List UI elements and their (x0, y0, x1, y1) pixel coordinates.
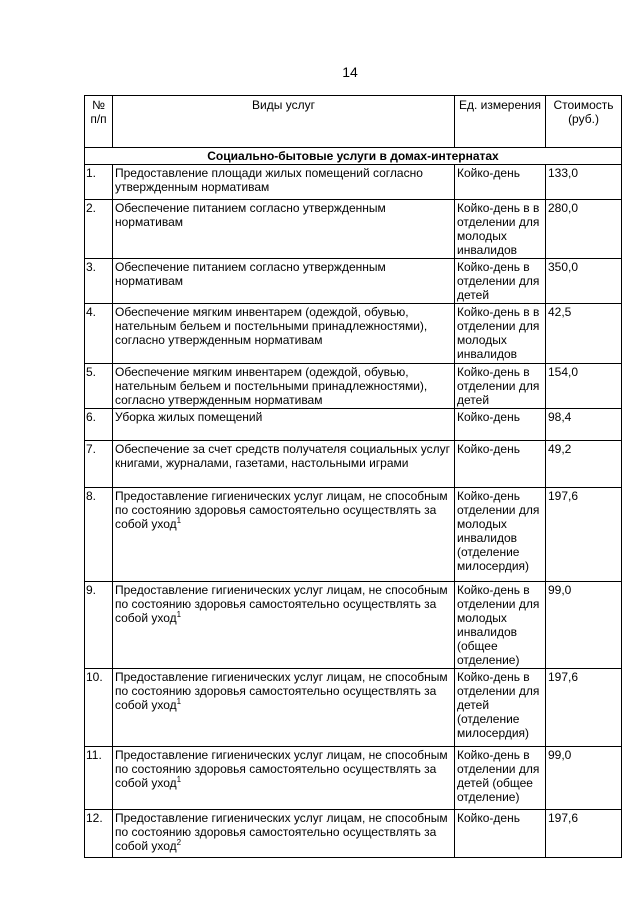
row-service-text: Обеспечение питанием согласно утвержденным нормативам (115, 201, 386, 229)
table-row (85, 810, 622, 858)
table-header-row (85, 96, 622, 148)
row-service (113, 409, 455, 441)
row-service (113, 165, 455, 200)
footnote-marker: 1 (176, 516, 182, 525)
row-service-text: Обеспечение мягким инвентарем (одеждой, обувью, нательным бельем и постельными принадлежностями), согласно утвержденным нормативам (115, 305, 428, 347)
table-row (85, 165, 622, 200)
row-number: 1. (85, 165, 113, 200)
row-unit: Койко-день в в отделении для молодых инвалидов (455, 200, 546, 259)
row-number: 3. (85, 259, 113, 304)
row-service-text: Обеспечение питанием согласно утвержденным нормативам (115, 260, 386, 288)
row-cost: 98,4 (546, 409, 622, 441)
footnote-marker: 1 (176, 697, 182, 706)
row-service-text: Уборка жилых помещений (115, 410, 263, 424)
row-service (113, 582, 455, 669)
row-unit: Койко-день в отделении для детей (общее отделение) (455, 747, 546, 810)
row-cost: 133,0 (546, 165, 622, 200)
row-number: 2. (85, 200, 113, 259)
table-row (85, 200, 622, 259)
row-unit: Койко-день (455, 441, 546, 488)
row-number: 7. (85, 441, 113, 488)
row-cost: 280,0 (546, 200, 622, 259)
row-service (113, 259, 455, 304)
row-cost: 350,0 (546, 259, 622, 304)
row-unit: Койко-день отделении для молодых инвалидов (отделение милосердия) (455, 488, 546, 582)
table-row (85, 409, 622, 441)
row-service (113, 364, 455, 409)
row-number: 4. (85, 304, 113, 364)
row-service-text: Предоставление гигиенических услуг лицам, не способным по состоянию здоровья самостоятельно осуществлять за собой уход (115, 670, 448, 712)
row-number: 5. (85, 364, 113, 409)
row-number: 6. (85, 409, 113, 441)
row-service-text: Предоставление гигиенических услуг лицам, не способным по состоянию здоровья самостоятельно осуществлять за собой уход (115, 489, 448, 531)
page-number: 14 (342, 64, 358, 80)
row-service (113, 669, 455, 747)
row-number: 10. (85, 669, 113, 747)
row-unit: Койко-день (455, 810, 546, 858)
table-row (85, 669, 622, 747)
row-service-text: Предоставление площади жилых помещений согласно утвержденным нормативам (115, 166, 423, 194)
row-service-text: Предоставление гигиенических услуг лицам, не способным по состоянию здоровья самостоятельно осуществлять за собой уход (115, 811, 448, 853)
header-unit: Ед. измерения (455, 96, 546, 148)
table-row (85, 441, 622, 488)
row-unit: Койко-день (455, 165, 546, 200)
row-service-text: Обеспечение за счет средств получателя социальных услуг книгами, журналами, газетами, настольными играми (115, 442, 450, 470)
row-unit: Койко-день в отделении для детей (отделение милосердия) (455, 669, 546, 747)
footnote-marker: 1 (176, 610, 182, 619)
table-row (85, 304, 622, 364)
table-row (85, 582, 622, 669)
row-number: 9. (85, 582, 113, 669)
row-number: 11. (85, 747, 113, 810)
row-service-text: Обеспечение мягким инвентарем (одеждой, обувью, нательным бельем и постельными принадлежностями), согласно утвержденным нормативам (115, 365, 428, 407)
row-unit: Койко-день в отделении для детей (455, 364, 546, 409)
row-cost: 197,6 (546, 488, 622, 582)
row-number: 8. (85, 488, 113, 582)
row-service (113, 441, 455, 488)
footnote-marker: 1 (176, 775, 182, 784)
row-service (113, 747, 455, 810)
row-service (113, 810, 455, 858)
row-cost: 197,6 (546, 669, 622, 747)
section-row (85, 148, 622, 165)
row-cost: 99,0 (546, 747, 622, 810)
row-cost: 197,6 (546, 810, 622, 858)
table-row (85, 364, 622, 409)
footnote-marker: 2 (176, 838, 182, 847)
row-service (113, 488, 455, 582)
row-unit: Койко-день (455, 409, 546, 441)
row-unit: Койко-день в отделении для детей (455, 259, 546, 304)
row-number: 12. (85, 810, 113, 858)
section-title: Социально-бытовые услуги в домах-интернатах (85, 148, 622, 165)
row-service-text: Предоставление гигиенических услуг лицам, не способным по состоянию здоровья самостоятельно осуществлять за собой уход (115, 583, 448, 625)
row-cost: 99,0 (546, 582, 622, 669)
row-cost: 42,5 (546, 304, 622, 364)
services-table (84, 95, 622, 858)
row-unit: Койко-день в отделении для молодых инвалидов (общее отделение) (455, 582, 546, 669)
header-service: Виды услуг (113, 96, 455, 148)
row-cost: 154,0 (546, 364, 622, 409)
header-num: № п/п (85, 96, 113, 148)
table-row (85, 259, 622, 304)
row-unit: Койко-день в в отделении для молодых инвалидов (455, 304, 546, 364)
row-cost: 49,2 (546, 441, 622, 488)
row-service-text: Предоставление гигиенических услуг лицам, не способным по состоянию здоровья самостоятельно осуществлять за собой уход (115, 748, 448, 790)
header-cost: Стоимость (руб.) (546, 96, 622, 148)
table-row (85, 488, 622, 582)
row-service (113, 200, 455, 259)
table-row (85, 747, 622, 810)
row-service (113, 304, 455, 364)
